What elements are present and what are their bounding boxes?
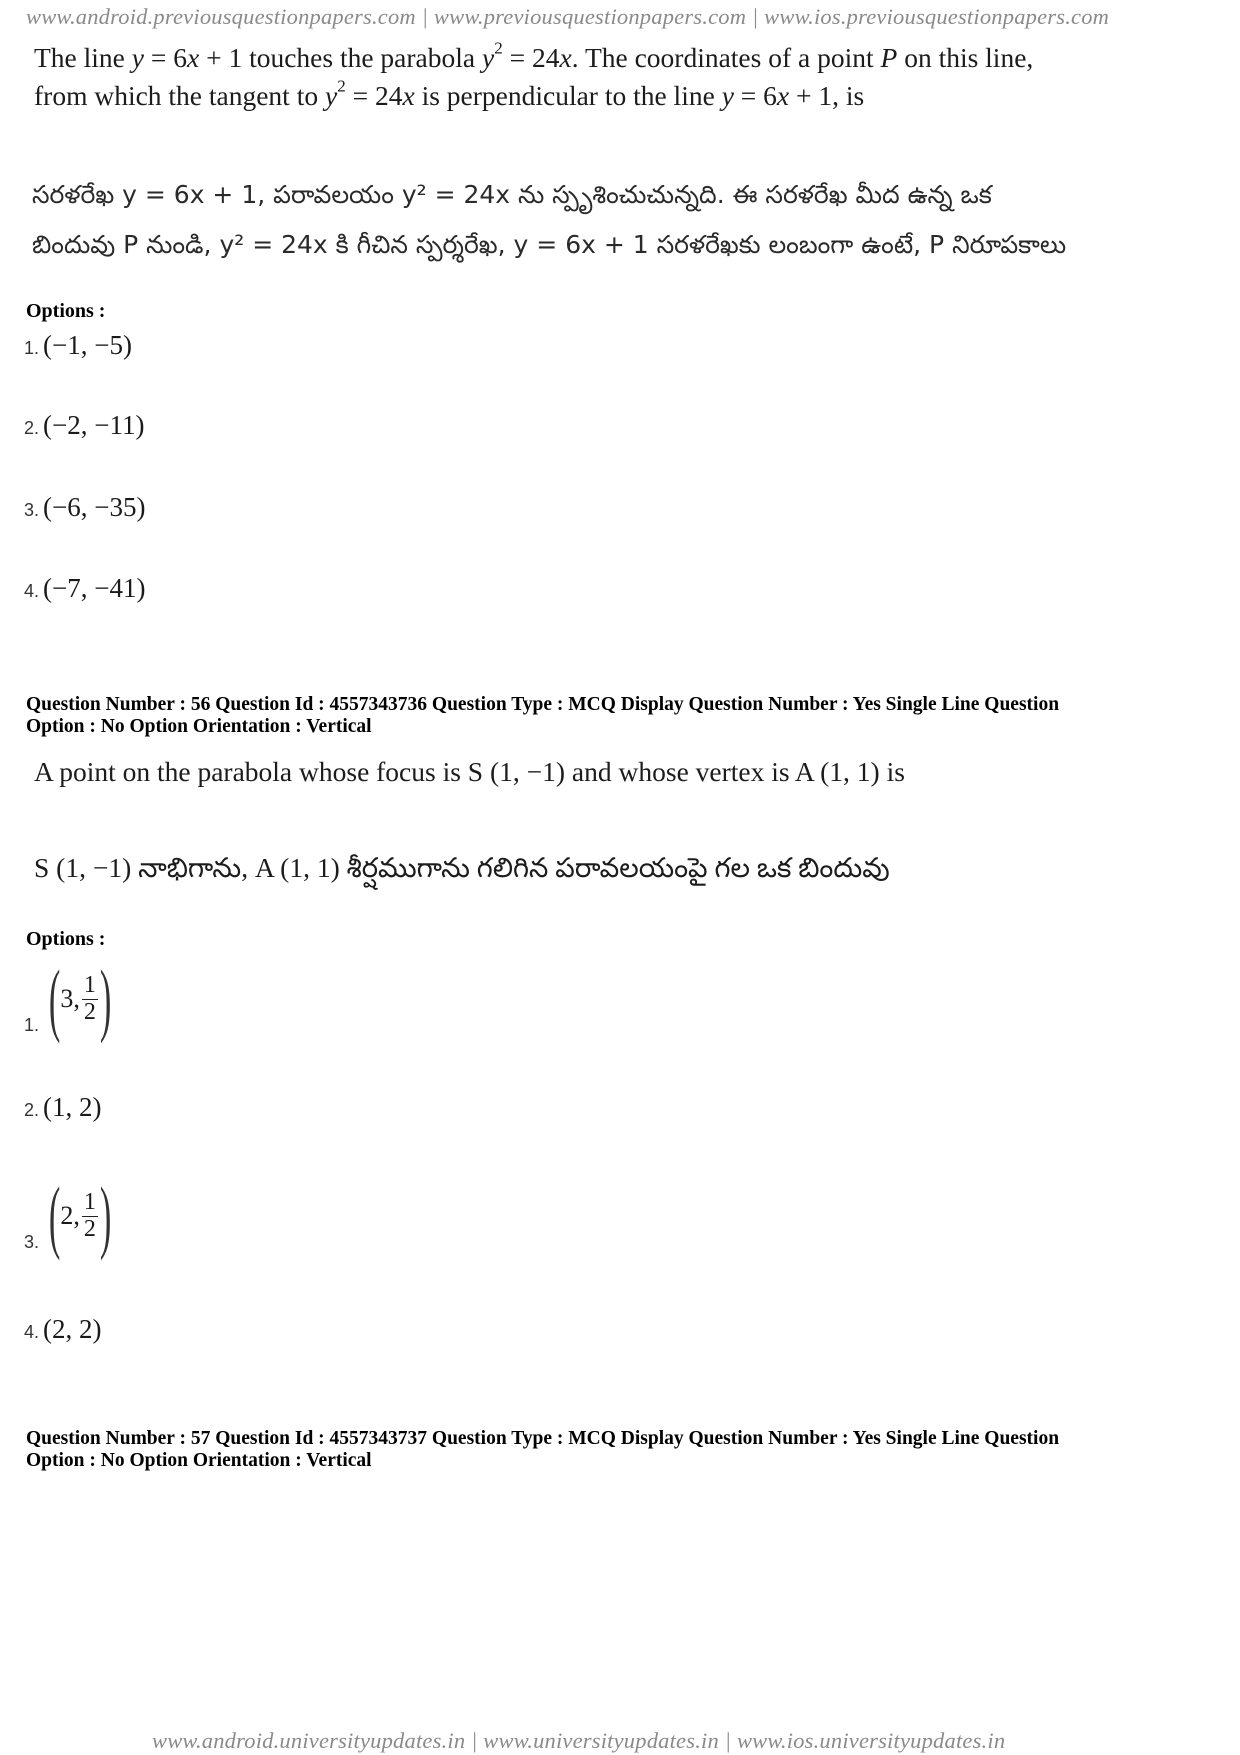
option-number: 1.	[24, 1015, 40, 1035]
q56-option-2	[24, 1092, 102, 1123]
option-text: (−1, −5)	[43, 330, 132, 360]
option-number: 2.	[24, 418, 40, 438]
q56-option-3	[24, 1170, 119, 1261]
fraction-denominator: 2	[83, 998, 96, 1025]
option-number: 3.	[24, 500, 40, 520]
option-number: 1.	[24, 338, 40, 358]
option-text: (1, 2)	[43, 1092, 102, 1122]
q55-english-line1: The line y = 6x + 1 touches the parabola $y^2 = 24x$. The coordinates of a point P on this line,	[34, 38, 1034, 73]
fraction	[82, 973, 98, 1024]
option-number: 3.	[24, 1232, 40, 1252]
q56-meta-line1: Question Number : 56 Question Id : 4557343736 Question Type : MCQ Display Question Number : Yes Single Line Question	[26, 694, 1060, 715]
q56-english: A point on the parabola whose focus is S (1, −1) and whose vertex is A (1, 1) is	[34, 756, 905, 787]
q56-meta	[26, 694, 1206, 738]
q57-meta-line1: Question Number : 57 Question Id : 4557343737 Question Type : MCQ Display Question Number : Yes Single Line Question	[26, 1428, 1060, 1449]
q55-english-line2: from which the tangent to $y^2 = 24x$ is perpendicular to the line y = 6x + 1, is	[34, 76, 865, 111]
left-paren: (	[48, 953, 61, 1044]
q55-telugu-line2: బిందువు P నుండి, y² = 24x కి గీచిన స్పర్శరేఖ, y = 6x + 1 సరళరేఖకు లంబంగా ఉంటే, P నిరూపకాలు	[32, 230, 1067, 259]
option-number: 4.	[24, 581, 40, 601]
fraction	[82, 1190, 98, 1241]
option-text: (−6, −35)	[43, 492, 146, 522]
fraction-denominator: 2	[83, 1215, 96, 1242]
q55-option-2	[24, 410, 144, 441]
option-text: (2, 2)	[43, 1314, 102, 1344]
fraction-numerator: 1	[83, 972, 96, 999]
option-text: (−2, −11)	[43, 410, 145, 440]
left-paren: (	[48, 1170, 61, 1261]
q57-meta-line2: Option : No Option Orientation : Vertical	[26, 1450, 372, 1471]
right-paren: )	[99, 953, 112, 1044]
option-number: 2.	[24, 1100, 40, 1120]
q55-option-3	[24, 492, 145, 523]
q55-option-4	[24, 573, 145, 604]
q55-option-1	[24, 330, 132, 361]
q56-meta-line2: Option : No Option Orientation : Vertical	[26, 716, 372, 737]
option-text: (−7, −41)	[43, 573, 146, 603]
q55-options-label: Options :	[26, 300, 106, 322]
option-whole: 2,	[60, 1201, 80, 1230]
option-whole: 3,	[60, 984, 80, 1013]
right-paren: )	[99, 1170, 112, 1261]
q56-option-4	[24, 1314, 102, 1345]
header-watermark: www.android.previousquestionpapers.com | www.previousquestionpapers.com | www.ios.previousquestionpapers.com	[26, 4, 1110, 29]
q55-telugu-line1: సరళరేఖ y = 6x + 1, పరావలయం y² = 24x ను స్పృశించుచున్నది. ఈ సరళరేఖ మీద ఉన్న ఒక	[32, 180, 992, 209]
option-number: 4.	[24, 1322, 40, 1342]
q57-meta	[26, 1428, 1206, 1472]
q56-telugu: S (1, −1) నాభిగాను, A (1, 1) శీర్షముగాను గలిగిన పరావలయంపై గల ఒక బిందువు	[34, 852, 890, 883]
footer-watermark: www.android.universityupdates.in | www.universityupdates.in | www.ios.universityupdates.in	[152, 1728, 1006, 1753]
fraction-numerator: 1	[83, 1189, 96, 1216]
q56-option-1	[24, 953, 119, 1044]
q56-options-label: Options :	[26, 928, 106, 950]
